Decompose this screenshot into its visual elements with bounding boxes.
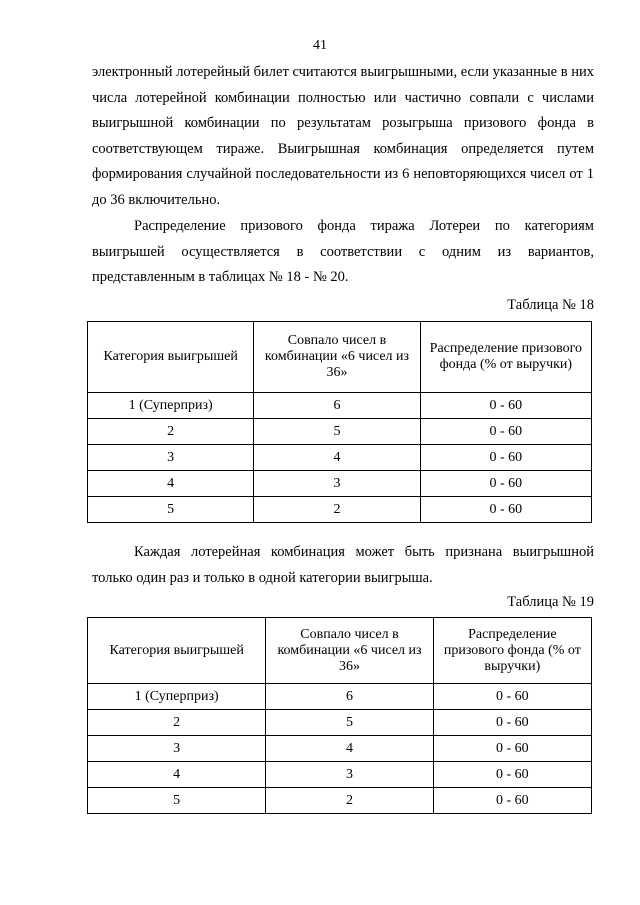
cell-distribution: 0 - 60: [433, 762, 591, 788]
table-row: [88, 684, 592, 710]
cell-distribution: 0 - 60: [420, 419, 591, 445]
table-row: [88, 497, 592, 523]
paragraph-distribution-text: Распределение призового фонда тиража Лотереи по категориям выигрышей осуществляется в соответствии с одним из вариантов, представленным в таблицах № 18 - № 20.: [92, 218, 594, 286]
table-19: [87, 617, 592, 814]
cell-category: 5: [88, 497, 254, 523]
cell-category: 1 (Суперприз): [88, 393, 254, 419]
paragraph-single-win: [92, 540, 594, 591]
cell-distribution: 0 - 60: [433, 684, 591, 710]
header-distribution: Распределение призового фонда (% от выручки): [433, 618, 591, 684]
cell-category: 5: [88, 788, 266, 814]
table-row: [88, 762, 592, 788]
header-category: Категория выигрышей: [88, 618, 266, 684]
table-row: [88, 471, 592, 497]
header-matched: Совпало чисел в комбинации «6 чисел из 36»: [254, 322, 420, 393]
paragraph-single-win-text: Каждая лотерейная комбинация может быть признана выигрышной только один раз и только в одной категории выигрыша.: [92, 544, 594, 586]
cell-matched: 6: [254, 393, 420, 419]
cell-category: 3: [88, 736, 266, 762]
cell-matched: 5: [254, 419, 420, 445]
cell-category: 1 (Суперприз): [88, 684, 266, 710]
paragraph-intro-text: электронный лотерейный билет считаются выигрышными, если указанные в них числа лотерейной комбинации полностью или частично совпали с числами выигрышной комбинации по результатам розыгрыша призового фонда в соответствующем тираже. Выигрышная комбинация определяется путем формирования случайной последовательности из 6 неповторяющихся чисел от 1 до 36 включительно.: [92, 64, 594, 208]
cell-matched: 2: [266, 788, 433, 814]
cell-distribution: 0 - 60: [420, 497, 591, 523]
paragraph-distribution: [92, 214, 594, 291]
table-row: [88, 419, 592, 445]
cell-distribution: 0 - 60: [420, 471, 591, 497]
cell-category: 2: [88, 419, 254, 445]
table-19-caption: Таблица № 19: [507, 594, 594, 610]
table-row: [88, 736, 592, 762]
cell-matched: 3: [254, 471, 420, 497]
cell-category: 3: [88, 445, 254, 471]
header-matched: Совпало чисел в комбинации «6 чисел из 36»: [266, 618, 433, 684]
table-row: [88, 710, 592, 736]
cell-matched: 2: [254, 497, 420, 523]
header-category: Категория выигрышей: [88, 322, 254, 393]
cell-distribution: 0 - 60: [420, 393, 591, 419]
table-header-row: [88, 618, 592, 684]
cell-distribution: 0 - 60: [433, 736, 591, 762]
cell-distribution: 0 - 60: [433, 788, 591, 814]
table-row: [88, 788, 592, 814]
header-distribution: Распределение призового фонда (% от выручки): [420, 322, 591, 393]
cell-matched: 3: [266, 762, 433, 788]
cell-category: 4: [88, 762, 266, 788]
cell-category: 4: [88, 471, 254, 497]
cell-matched: 4: [254, 445, 420, 471]
cell-distribution: 0 - 60: [420, 445, 591, 471]
cell-matched: 6: [266, 684, 433, 710]
cell-matched: 4: [266, 736, 433, 762]
table-18-caption: Таблица № 18: [507, 297, 594, 313]
table-header-row: [88, 322, 592, 393]
cell-category: 2: [88, 710, 266, 736]
table-row: [88, 393, 592, 419]
page-number: 41: [313, 38, 327, 53]
cell-matched: 5: [266, 710, 433, 736]
table-18: [87, 321, 592, 523]
table-row: [88, 445, 592, 471]
cell-distribution: 0 - 60: [433, 710, 591, 736]
paragraph-intro: [92, 60, 594, 214]
